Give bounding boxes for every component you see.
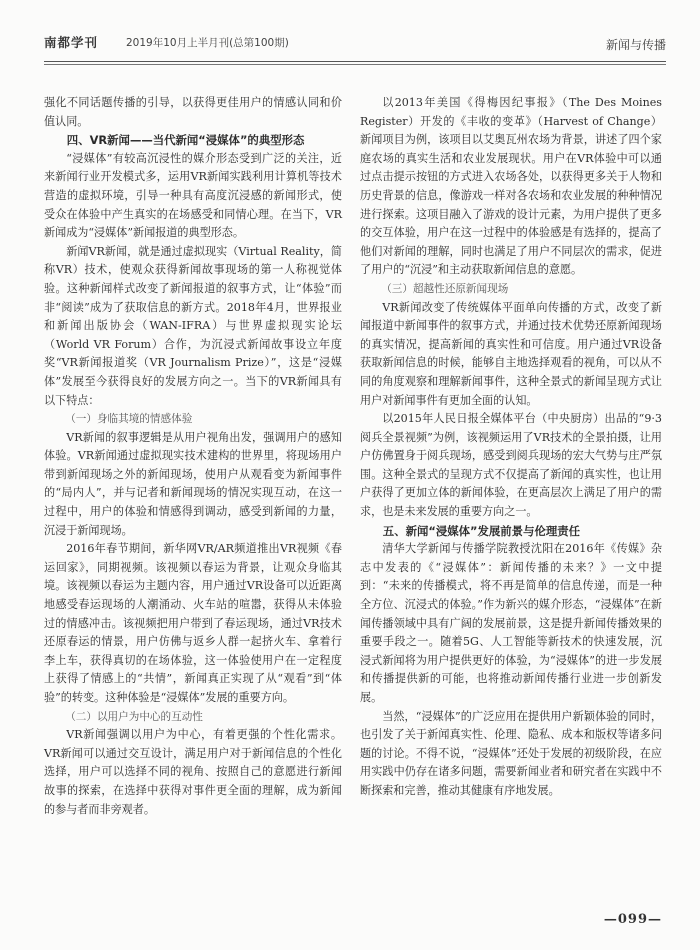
section-heading: 五、新闻“浸媒体”发展前景与伦理责任 (382, 523, 581, 538)
paragraph: 当然，“浸媒体”的广泛应用在提供用户新颖体验的同时，也引发了关于新闻真实性、伦理、隐私、成本和版权等诸多问题的讨论。不得不说，“浸媒体”还处于发展的初级阶段，在应用实践中仍存在诸多问题，需要新闻业者和研究者在实践中不断探索和完善，推动其健康有序地发展。 (360, 709, 662, 797)
header-rule-thick (44, 61, 666, 62)
subsection-heading: （一）身临其境的情感体验 (65, 413, 193, 426)
subsection-heading: （二）以用户为中心的互动性 (65, 710, 203, 723)
header-rule-thin (44, 64, 666, 65)
paragraph: VR新闻改变了传统媒体平面单向传播的方式，改变了新闻报道中新闻事件的叙事方式，并通过技术优势还原新闻现场的真实情况，提高新闻的真实性和可信度。用户通过VR设备获取新闻信息的时候，能够自主地选择观看的视角，可以从不同的角度观察和理解新闻事件，这种全景式的新闻呈现方式让用户对新闻事件有更加全面的认知。 (360, 300, 662, 407)
left-column (44, 94, 342, 819)
paragraph: 强化不同话题传播的引导，以获得更佳用户的情感认同和价值认同。 (44, 96, 342, 128)
issue-info: 2019年10月上半月刊(总第100期) (126, 37, 289, 49)
paragraph: 清华大学新闻与传播学院教授沈阳在2016年《传媒》杂志中发表的《“浸媒体”：新闻传播的未来？》一文中提到：“未来的传播模式，将不再是简单的信息传递，而是一种全方位、沉浸式的体验。”作为新兴的媒介形态，“浸媒体”在新闻传播领域中具有广阔的发展前景，这是提升新闻传播效果的重要手段之一。随着5G、人工智能等新技术的快速发展，沉浸式新闻将为用户提供更好的体验，为“浸媒体”的进一步发展和传播提供新的可能，也将推动新闻传播行业进一步创新发展。 (360, 542, 662, 704)
running-header (44, 30, 666, 64)
section-title: 新闻与传播 (605, 38, 666, 52)
paragraph: 以2013年美国《得梅因纪事报》（The Des Moines Register）开发的《丰收的变革》（Harvest of Change）新闻项目为例，该项目以艾奥瓦州农场为背景，讲述了四个家庭农场的真实生活和农业发展现状。用户在VR体验中可以通过点击提示按钮的方式进入农场各处，以获得更多关于人物和历史背景的信息，像游戏一样对各农场和农业发展的种种情况进行探索。这项目融入了游戏的设计元素，为用户提供了更多的交互体验，用户在这一过程中的体验感是有选择的，提高了他们对新闻的理解，同时也满足了用户不同层次的需求，促进了用户的“沉浸”和主动获取新闻信息的意愿。 (360, 96, 662, 277)
paragraph: 2016年春节期间，新华网VR/AR频道推出VR视频《春运回家》，同期视频。该视频以春运为背景，让观众身临其境。该视频以春运为主题内容，用户通过VR设备可以近距离地感受春运现场的人潮涌动、火车站的喧嚣，获得从未体验过的情感冲击。该视频把用户带到了春运现场，通过VR技术还原春运的情景，用户仿佛与返乡人群一起挤火车、拿着行李上车，获得真切的在场体验，这一体验使用户在一定程度上获得了情感上的“共情”，新闻真正实现了从“观看”到“体验”的转变。这种体验是“浸媒体”发展的重要方向。 (44, 542, 342, 704)
paragraph: VR新闻的叙事逻辑是从用户视角出发，强调用户的感知体验。VR新闻通过虚拟现实技术建构的世界里，将现场用户带到新闻现场之外的新闻现场，使用户从观看变为新闻事件的“局内人”，并与记者和新闻现场的情况实现互动，在这一过程中，用户的体验和情感得到调动，感受到新闻的力量，沉浸于新闻现场。 (44, 430, 342, 537)
section-heading: 四、VR新闻——当代新闻“浸媒体”的典型形态 (66, 133, 305, 148)
paragraph: “浸媒体”有较高沉浸性的媒介形态受到广泛的关注，近来新闻行业开发模式多，运用VR新闻实践利用计算机等技术营造的虚拟环境，引导一种具有高度沉浸感的新闻形式，使受众在体验中产生真实的在场感受和同情心理。在当下，VR新闻成为“浸媒体”新闻报道的典型形态。 (44, 151, 342, 240)
right-column (360, 94, 662, 801)
subsection-heading: （三）超越性还原新闻现场 (381, 282, 509, 295)
paragraph: 以2015年人民日报全媒体平台（中央厨房）出品的“9·3阅兵全景视频”为例，该视频运用了VR技术的全景拍摄，让用户仿佛置身于阅兵现场，感受到阅兵现场的宏大气势与庄严氛围。这种全景式的呈现方式不仅提高了新闻的真实性，也让用户获得了更加立体的新闻体验，在更高层次上满足了用户的需求，也是未来发展的重要方向之一。 (360, 412, 662, 519)
journal-name: 南都学刊 (44, 35, 99, 50)
paragraph: 新闻VR新闻，就是通过虚拟现实（Virtual Reality，简称VR）技术，使观众获得新闻故事现场的第一人称视觉体验。这种新闻样式改变了新闻报道的叙事方式，让“体验”而非“阅读”成为了获取信息的新方式。2018年4月，世界报业和新闻出版协会（WAN-IFRA）与世界虚拟现实论坛（World VR Forum）合作，为沉浸式新闻故事设立年度奖“VR新闻报道奖（VR Journalism Prize）”，这是“浸媒体”发展至今获得良好的发展方向之一。当下的VR新闻具有以下特点： (44, 244, 342, 407)
paragraph: VR新闻强调以用户为中心，有着更强的个性化需求。VR新闻可以通过交互设计，满足用户对于新闻信息的个性化选择，用户可以选择不同的视角、按照自己的意愿进行新闻故事的探索，在选择中获得对事件更全面的理解，成为新闻的参与者而非旁观者。 (44, 728, 342, 816)
page-number: —099— (603, 912, 662, 927)
